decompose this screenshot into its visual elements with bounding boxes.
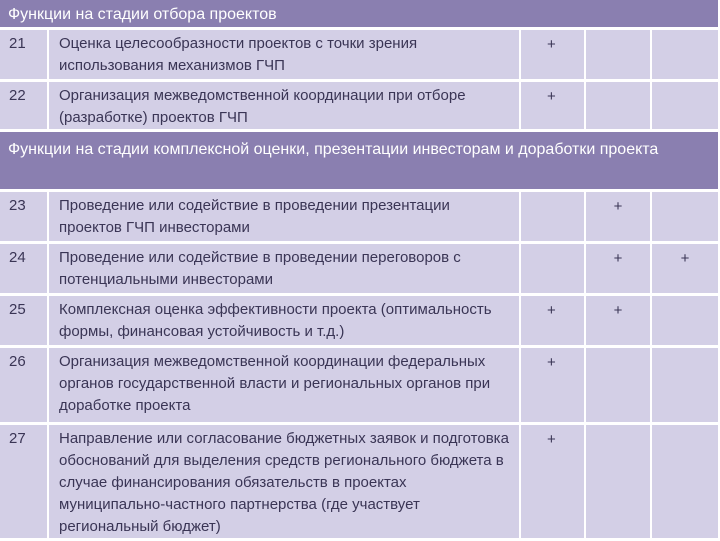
table-row (0, 425, 720, 541)
mark-cell: + (521, 425, 586, 541)
row-function-text: Проведение или содействие в проведении презентации проектов ГЧП инвесторами (49, 192, 521, 244)
table-row (0, 296, 720, 348)
table-row (0, 192, 720, 244)
mark-cell (652, 82, 720, 132)
mark-cell: + (521, 348, 586, 425)
row-function-text: Организация межведомственной координации федеральных органов государственной власти и региональных органов при доработке проекта (49, 348, 521, 425)
mark-cell (652, 296, 720, 348)
row-number: 21 (0, 30, 49, 82)
row-number: 22 (0, 82, 49, 132)
mark-cell: + (521, 30, 586, 82)
mark-cell (586, 425, 652, 541)
row-function-text: Оценка целесообразности проектов с точки зрения использования механизмов ГЧП (49, 30, 521, 82)
mark-cell: + (521, 82, 586, 132)
mark-cell (652, 30, 720, 82)
row-number: 24 (0, 244, 49, 296)
table-row (0, 244, 720, 296)
row-number: 25 (0, 296, 49, 348)
row-function-text: Организация межведомственной координации при отборе (разработке) проектов ГЧП (49, 82, 521, 132)
mark-cell (652, 192, 720, 244)
mark-cell (521, 244, 586, 296)
mark-cell (652, 348, 720, 425)
mark-cell: + (586, 244, 652, 296)
section-title: Функции на стадии отбора проектов (0, 0, 720, 30)
table-row (0, 348, 720, 425)
row-number: 23 (0, 192, 49, 244)
mark-cell: + (586, 296, 652, 348)
row-function-text: Комплексная оценка эффективности проекта (оптимальность формы, финансовая устойчивость и т.д.) (49, 296, 521, 348)
row-function-text: Направление или согласование бюджетных заявок и подготовка обоснований для выделения средств регионального бюджета в случае финансирования обязательств в проектах муниципально-частного партнерства (где участвует региональный бюджет) (49, 425, 521, 541)
mark-cell (521, 192, 586, 244)
section-title: Функции на стадии комплексной оценки, презентации инвесторам и доработки проекта (0, 132, 720, 192)
row-function-text: Проведение или содействие в проведении переговоров с потенциальными инвесторами (49, 244, 521, 296)
row-number: 26 (0, 348, 49, 425)
table-row (0, 30, 720, 82)
row-number: 27 (0, 425, 49, 541)
section-header-row (0, 0, 720, 30)
mark-cell (586, 30, 652, 82)
mark-cell: + (521, 296, 586, 348)
mark-cell (586, 348, 652, 425)
mark-cell: + (586, 192, 652, 244)
table-row (0, 82, 720, 132)
mark-cell: + (652, 244, 720, 296)
mark-cell (652, 425, 720, 541)
mark-cell (586, 82, 652, 132)
section-header-row (0, 132, 720, 192)
